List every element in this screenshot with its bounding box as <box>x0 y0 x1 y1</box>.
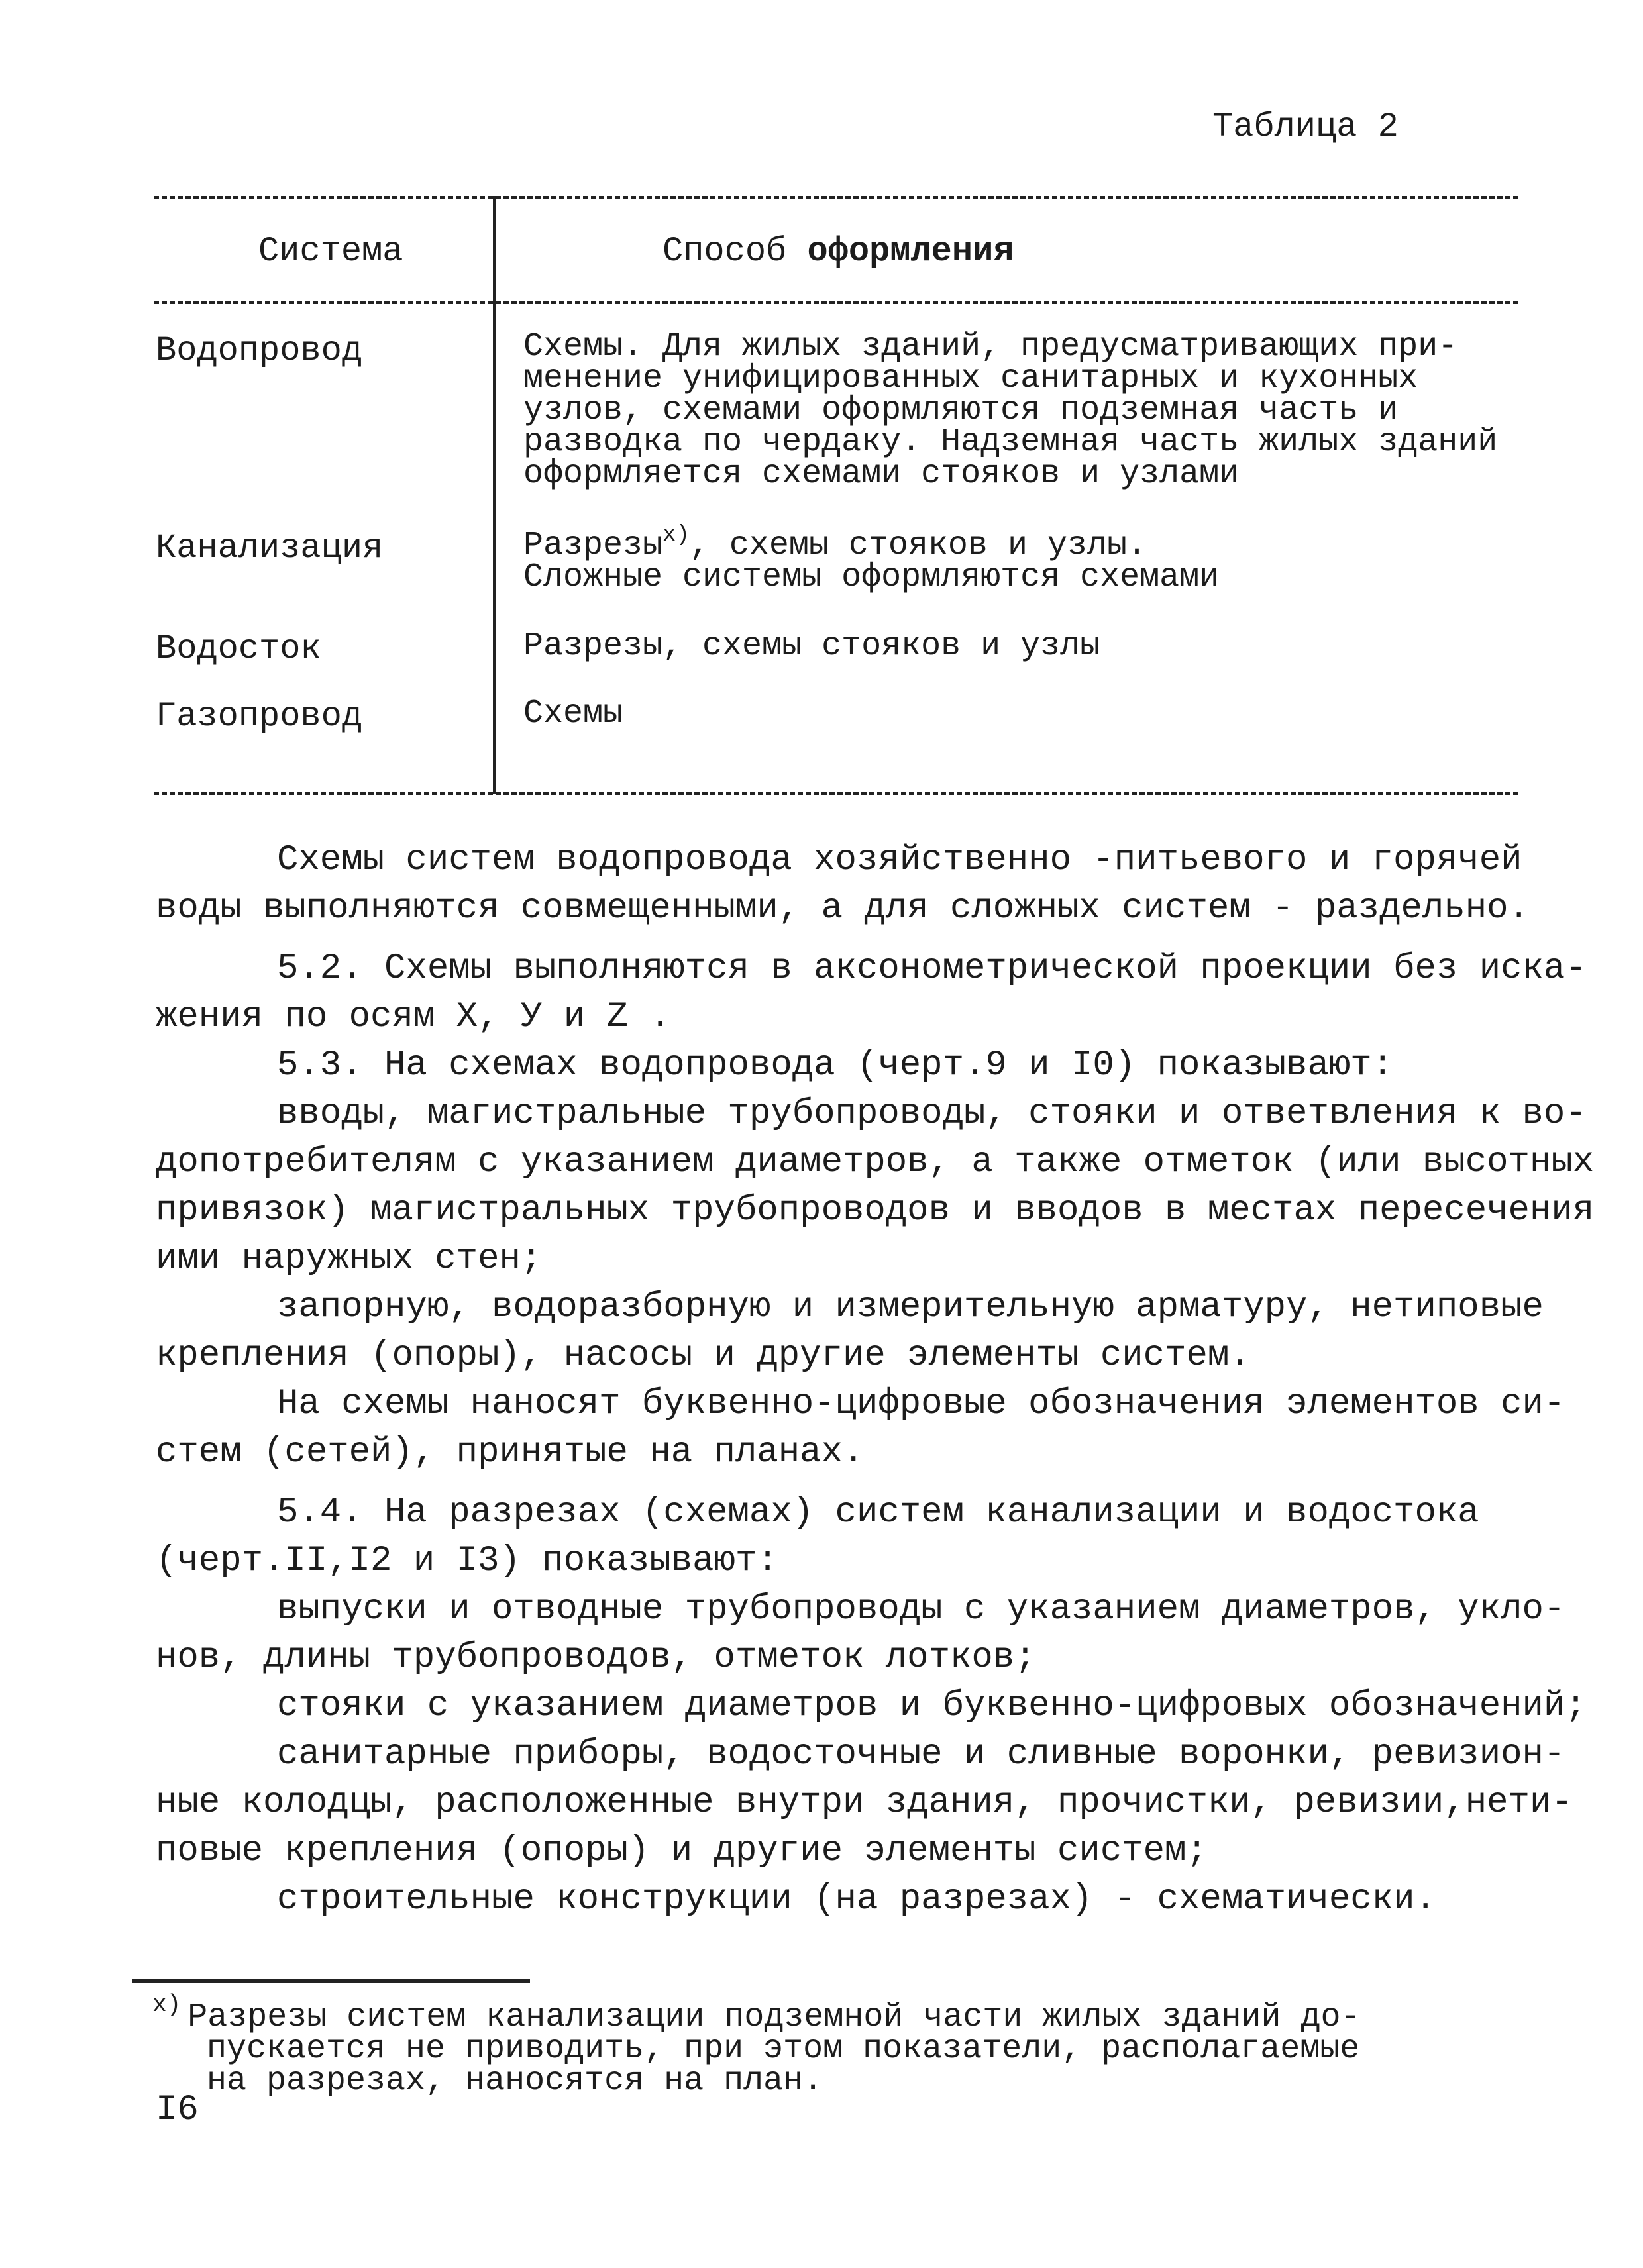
table-header-rule <box>154 301 1518 304</box>
description-line: Схемы <box>523 695 623 733</box>
footnote-rule <box>132 1979 530 1983</box>
paragraph-line: крепления (опоры), насосы и другие элементы систем. <box>156 1335 1251 1376</box>
description-line: узлов, схемами оформляются подземная часть и <box>523 391 1399 429</box>
header-method <box>662 232 1014 271</box>
header-system: Система <box>258 232 403 271</box>
description-line: Сложные системы оформляются схемами <box>523 558 1220 596</box>
paragraph-line: ные колодцы, расположенные внутри здания, прочистки, ревизии,нети- <box>156 1782 1573 1823</box>
table-caption: Таблица 2 <box>1212 107 1399 146</box>
footnote-line: на разрезах, наносятся на план. <box>207 2062 823 2100</box>
paragraph-line: стем (сетей), принятые на планах. <box>156 1432 865 1472</box>
description-line: Схемы. Для жилых зданий, предусматривающих при- <box>523 328 1458 366</box>
row-system-drainage: Водосток <box>156 629 321 668</box>
section-5-2: 5.2. Схемы выполняются в аксонометрической проекции без иска- <box>277 949 1587 989</box>
paragraph-line: На схемы наносят буквенно-цифровые обозначения элементов си- <box>277 1384 1565 1424</box>
table-column-divider <box>493 196 496 794</box>
paragraph-line: повые крепления (опоры) и другие элементы систем; <box>156 1831 1208 1871</box>
description-line: разводка по чердаку. Надземная часть жилых зданий <box>523 423 1498 461</box>
footnote <box>152 1991 1544 2100</box>
paragraph-line: стояки с указанием диаметров и буквенно-цифровых обозначений; <box>277 1686 1587 1726</box>
header-method-bold: оформления <box>807 232 1014 271</box>
header-method-regular: Способ <box>662 232 808 271</box>
paragraph-line: запорную, водоразборную и измерительную арматуру, нетиповые <box>277 1287 1544 1327</box>
description-text: , схемы стояков и узлы. <box>689 527 1147 564</box>
footnote-line: пускается не приводить, при этом показатели, располагаемые <box>207 2030 1360 2068</box>
row-description-water-supply <box>523 328 1517 493</box>
footnote-reference: x) <box>662 523 690 548</box>
paragraph-line: нов, длины трубопроводов, отметок лотков; <box>156 1637 1036 1678</box>
paragraph-line: ими наружных стен; <box>156 1239 543 1279</box>
description-line: оформляется схемами стояков и узлами <box>523 455 1240 493</box>
page-number: I6 <box>156 2090 199 2130</box>
paragraph-line: воды выполняются совмещенными, а для сложных систем - раздельно. <box>156 888 1530 929</box>
paragraph-line: выпуски и отводные трубопроводы с указанием диаметров, укло- <box>277 1589 1565 1629</box>
section-5-4: 5.4. На разрезах (схемах) систем канализации и водостока <box>277 1492 1479 1533</box>
table-top-rule <box>154 196 1518 199</box>
body-text <box>156 836 1595 1924</box>
footnote-text: Разрезы систем канализации подземной части жилых зданий до- <box>187 1998 1361 2036</box>
paragraph-line: Схемы систем водопровода хозяйственно -питьевого и горячей <box>277 840 1522 880</box>
description-line <box>523 523 1517 564</box>
paragraph-line: санитарные приборы, водосточные и сливные воронки, ревизион- <box>277 1734 1565 1775</box>
row-description-sewerage <box>523 523 1517 596</box>
table-bottom-rule <box>154 792 1518 795</box>
paragraph-line: жения по осям X, У и Z . <box>156 997 671 1037</box>
row-description-gas-pipeline <box>523 695 1517 733</box>
row-system-water-supply: Водопровод <box>156 331 363 370</box>
row-system-sewerage: Канализация <box>156 529 384 568</box>
description-line: менение унифицированных санитарных и кухонных <box>523 360 1418 397</box>
row-description-drainage <box>523 627 1517 665</box>
paragraph-line: (черт.II,I2 и I3) показывают: <box>156 1541 778 1581</box>
description-line: Разрезы, схемы стояков и узлы <box>523 627 1100 665</box>
row-system-gas-pipeline: Газопровод <box>156 697 363 736</box>
footnote-mark: x) <box>152 1991 182 2018</box>
paragraph-line: допотребителям с указанием диаметров, а также отметок (или высотных <box>156 1142 1595 1182</box>
paragraph-line: строительные конструкции (на разрезах) - схематически. <box>277 1879 1436 1920</box>
description-text: Разрезы <box>523 527 663 564</box>
paragraph-line: привязок) магистральных трубопроводов и вводов в местах пересечения <box>156 1190 1595 1231</box>
section-5-3: 5.3. На схемах водопровода (черт.9 и I0) показывают: <box>277 1045 1394 1086</box>
paragraph-line: вводы, магистральные трубопроводы, стояки и ответвления к во- <box>277 1094 1587 1134</box>
footnote-line <box>152 1991 1544 2036</box>
